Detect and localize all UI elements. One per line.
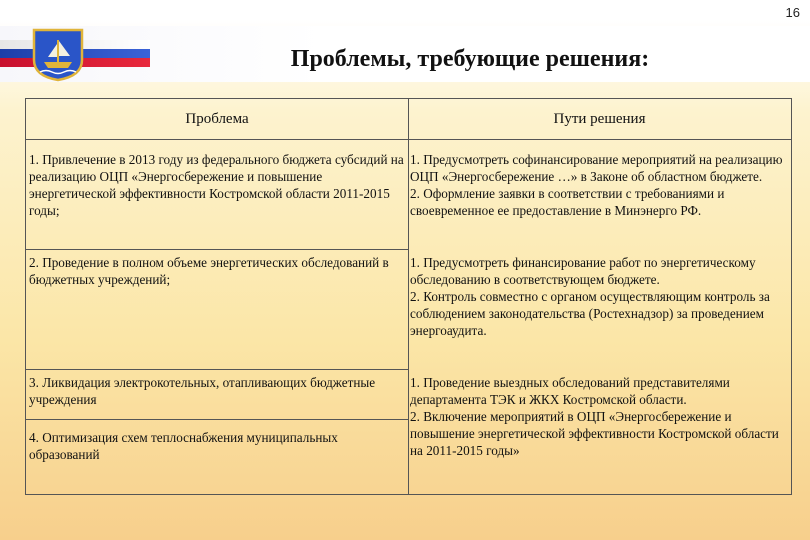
problem-text: 1. Привлечение в 2013 году из федерального бюджета субсидий на реализацию ОЦП «Энергосбережение и повышение энергетической эффективности Костромской области 2011-2015 годы; (29, 152, 404, 218)
problem-cell (29, 254, 405, 288)
problem-cell (29, 429, 405, 463)
solution-cell (410, 374, 788, 459)
solution-text: 1. Предусмотреть финансирование работ по энергетическому обследованию в соответствующем бюджете. (410, 255, 756, 287)
solution-text: 2. Включение мероприятий в ОЦП «Энергосбережение и повышение энергетической эффективности Костромской области на 2011-2015 годы» (410, 409, 779, 458)
page-title: Проблемы, требующие решения: (290, 46, 650, 72)
row-divider (26, 369, 408, 370)
row-divider (26, 249, 408, 250)
solution-text: 2. Оформление заявки в соответствии с требованиями и своевременное ее предоставление в Минэнерго РФ. (410, 186, 725, 218)
problem-text: 2. Проведение в полном объеме энергетических обследований в бюджетных учреждений; (29, 255, 389, 287)
solution-text: 2. Контроль совместно с органом осуществляющим контроль за соблюдением законодательства (Ростехнадзор) за проведением энергоаудита. (410, 289, 770, 338)
solution-text: 1. Предусмотреть софинансирование мероприятий на реализацию ОЦП «Энергосбережение …» в Законе об областном бюджете. (410, 152, 783, 184)
header-divider (26, 139, 791, 140)
solution-cell (410, 151, 788, 219)
problem-cell (29, 374, 405, 408)
problem-cell (29, 151, 405, 219)
row-divider (26, 419, 408, 420)
problems-table (25, 98, 792, 495)
slide-number: 16 (785, 5, 800, 20)
problem-text: 3. Ликвидация электрокотельных, отапливающих бюджетные учреждения (29, 375, 376, 407)
coat-of-arms-icon (30, 26, 86, 82)
column-divider (408, 99, 409, 494)
solution-text: 1. Проведение выездных обследований представителями департамента ТЭК и ЖКХ Костромской области. (410, 375, 730, 407)
header-solutions: Пути решения (553, 111, 646, 127)
problem-text: 4. Оптимизация схем теплоснабжения муниципальных образований (29, 430, 338, 462)
header-problem: Проблема (185, 111, 249, 127)
solution-cell (410, 254, 788, 339)
